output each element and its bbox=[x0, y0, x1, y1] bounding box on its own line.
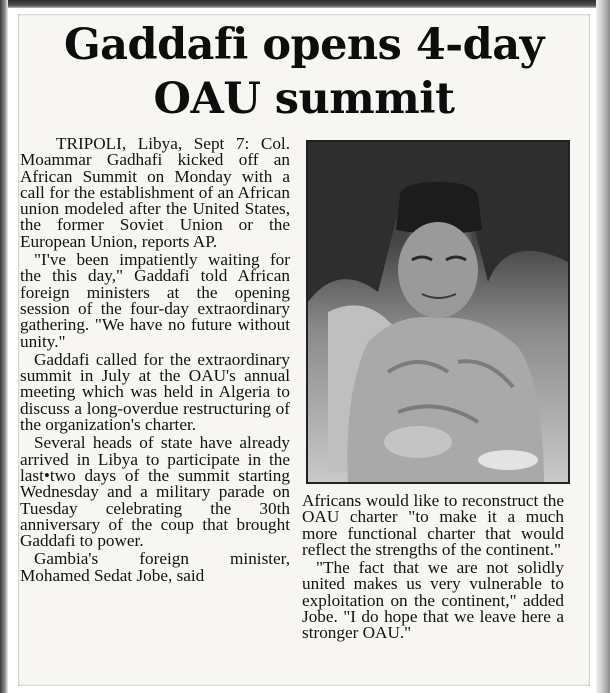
article-column-left bbox=[20, 136, 290, 584]
paragraph: "I've been impatiently waiting for the this day," Gaddafi told African foreign ministers at the opening session of the four-day extraordinary gathering. "We have no future without unity." bbox=[20, 250, 290, 351]
face-shape bbox=[398, 222, 478, 318]
paragraph-dateline: TRIPOLI, Libya, Sept 7: Col. Moammar Gadhafi kicked off an African Summit on Monday with a call for the establishment of an African union modeled after the United States, the former Soviet Union or the European Union, reports AP. bbox=[20, 134, 290, 251]
headline bbox=[18, 18, 590, 126]
paragraph: Africans would like to reconstruct the OAU charter "to make it a much more functional charter that would reflect the strengths of the continent." bbox=[302, 491, 564, 559]
newspaper-clipping bbox=[18, 14, 590, 686]
portrait-illustration bbox=[308, 142, 568, 482]
headline-line-2: OAU summit bbox=[153, 74, 455, 124]
scan-edge-left bbox=[0, 0, 8, 693]
scan-edge-top bbox=[0, 0, 610, 8]
news-photo bbox=[306, 140, 570, 484]
scan-edge-right bbox=[596, 0, 610, 693]
paragraph: Gaddafi called for the extraordinary summit in July at the OAU's annual meeting which was held in Algeria to discuss a long-overdue restructuring of the organization's charter. bbox=[20, 349, 290, 435]
headline-line-1: Gaddafi opens 4-day bbox=[63, 20, 545, 70]
hands-shape bbox=[384, 426, 452, 458]
paragraph: Gambia's foreign minister, Mohamed Sedat Jobe, said bbox=[20, 549, 290, 585]
paragraph: Several heads of state have already arrived in Libya to participate in the last•two days of the summit starting Wednesday and a military parade on Tuesday celebrating the 30th anniversary of the coup that brought Gaddafi to power. bbox=[20, 433, 290, 551]
cup-shape bbox=[478, 450, 538, 470]
article-column-right bbox=[302, 493, 564, 642]
paragraph: "The fact that we are not solidly united makes us very vulnerable to exploitation on the continent," added Jobe. "I do hope that we leave here a stronger OAU." bbox=[302, 558, 564, 643]
